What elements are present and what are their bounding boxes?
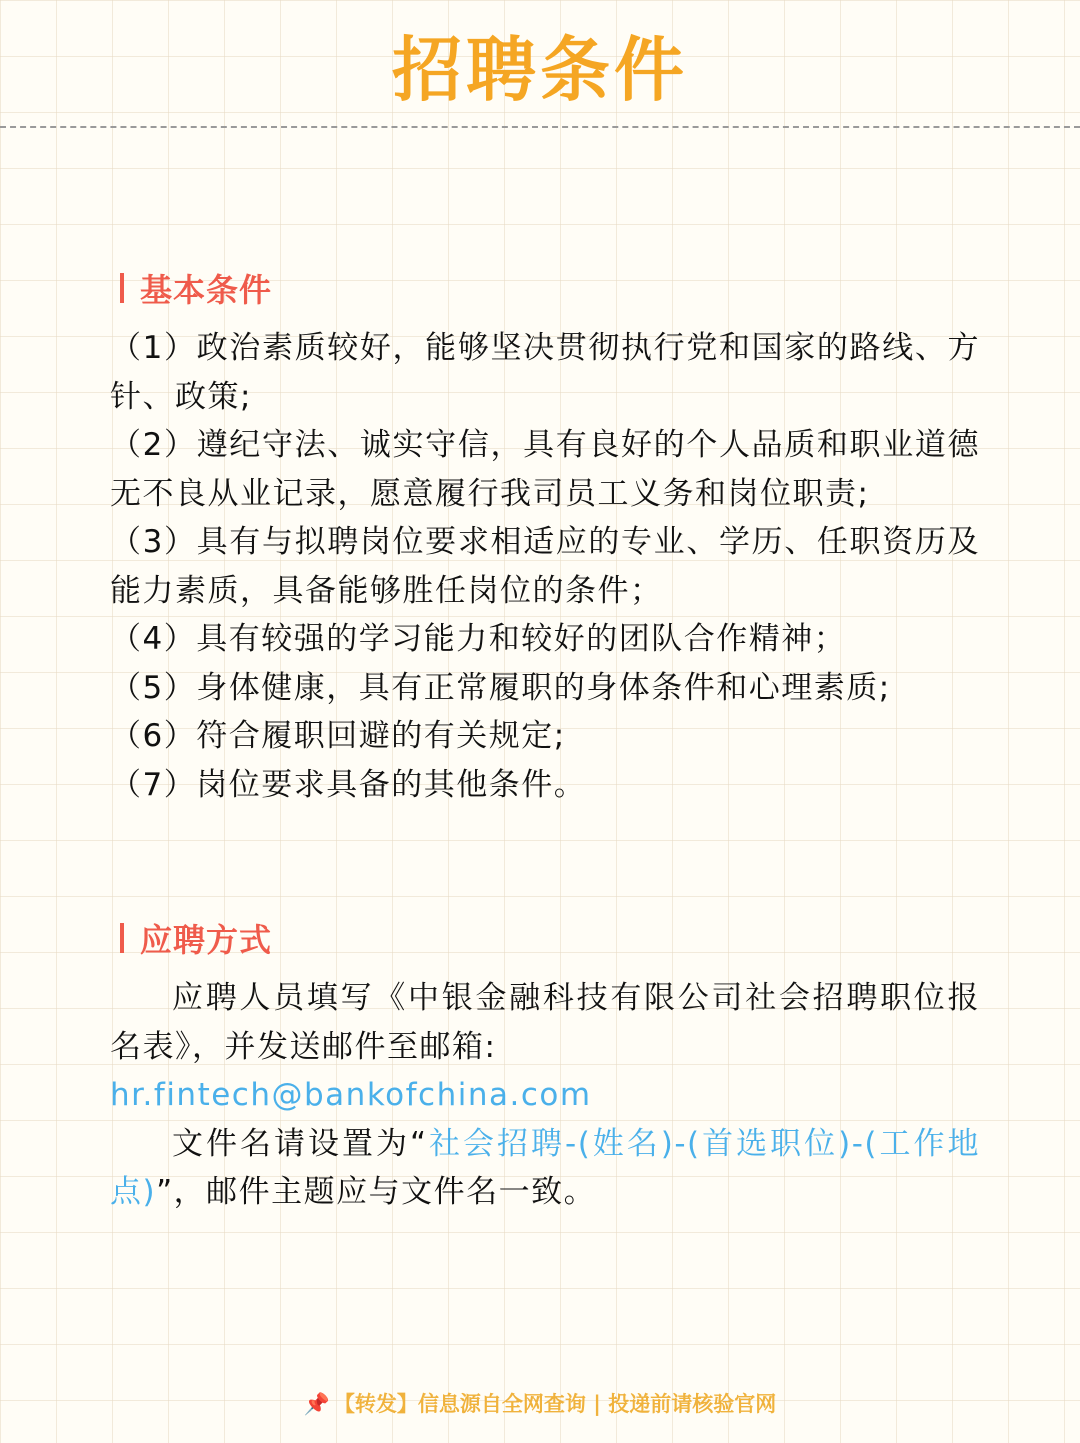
heading-bar-icon	[120, 273, 124, 303]
page-title: 招聘条件	[392, 29, 688, 111]
basic-conditions-heading	[120, 264, 980, 312]
condition-item-4: （4）具有较强的学习能力和较好的团队合作精神；	[110, 621, 847, 657]
condition-item-5: （5）身体健康，具有正常履职的身体条件和心理素质;	[110, 669, 891, 706]
application-method-section	[110, 914, 980, 1217]
footer-note	[0, 1386, 1080, 1422]
application-method-heading	[120, 914, 980, 962]
condition-item-6: （6）符合履职回避的有关规定;	[110, 718, 566, 754]
basic-conditions-heading-text: 基本条件	[140, 271, 273, 309]
application-method-heading-text: 应聘方式	[140, 921, 273, 959]
footer-text: 【转发】信息源自全网查询 | 投递前请核验官网	[333, 1392, 777, 1416]
filename-prefix: 文件名请设置为“	[172, 1125, 428, 1162]
email-link[interactable]: hr.fintech@bankofchina.com	[110, 1077, 592, 1113]
condition-item-3: （3）具有与拟聘岗位要求相适应的专业、学历、任职资历及能力素质，具备能够胜任岗位的条件；	[110, 524, 980, 609]
heading-bar-icon	[120, 923, 124, 953]
filename-format: 社会招聘-(姓名)-(首选职位)-(工作地点)	[110, 1125, 980, 1210]
pin-icon: 📌	[303, 1392, 330, 1416]
filename-instructions	[110, 1120, 980, 1217]
application-instructions: 应聘人员填写《中银金融科技有限公司社会招聘职位报名表》，并发送邮件至邮箱:	[110, 980, 980, 1065]
title-divider	[0, 126, 1080, 128]
filename-suffix: ”，邮件主题应与文件名一致。	[156, 1174, 597, 1210]
basic-conditions-section	[110, 264, 980, 809]
condition-item-1: （1）政治素质较好，能够坚决贯彻执行党和国家的路线、方针、政策;	[110, 330, 980, 415]
condition-item-2: （2）遵纪守法、诚实守信，具有良好的个人品质和职业道德无不良从业记录，愿意履行我司员工义务和岗位职责;	[110, 427, 980, 512]
condition-item-7: （7）岗位要求具备的其他条件。	[110, 766, 587, 803]
